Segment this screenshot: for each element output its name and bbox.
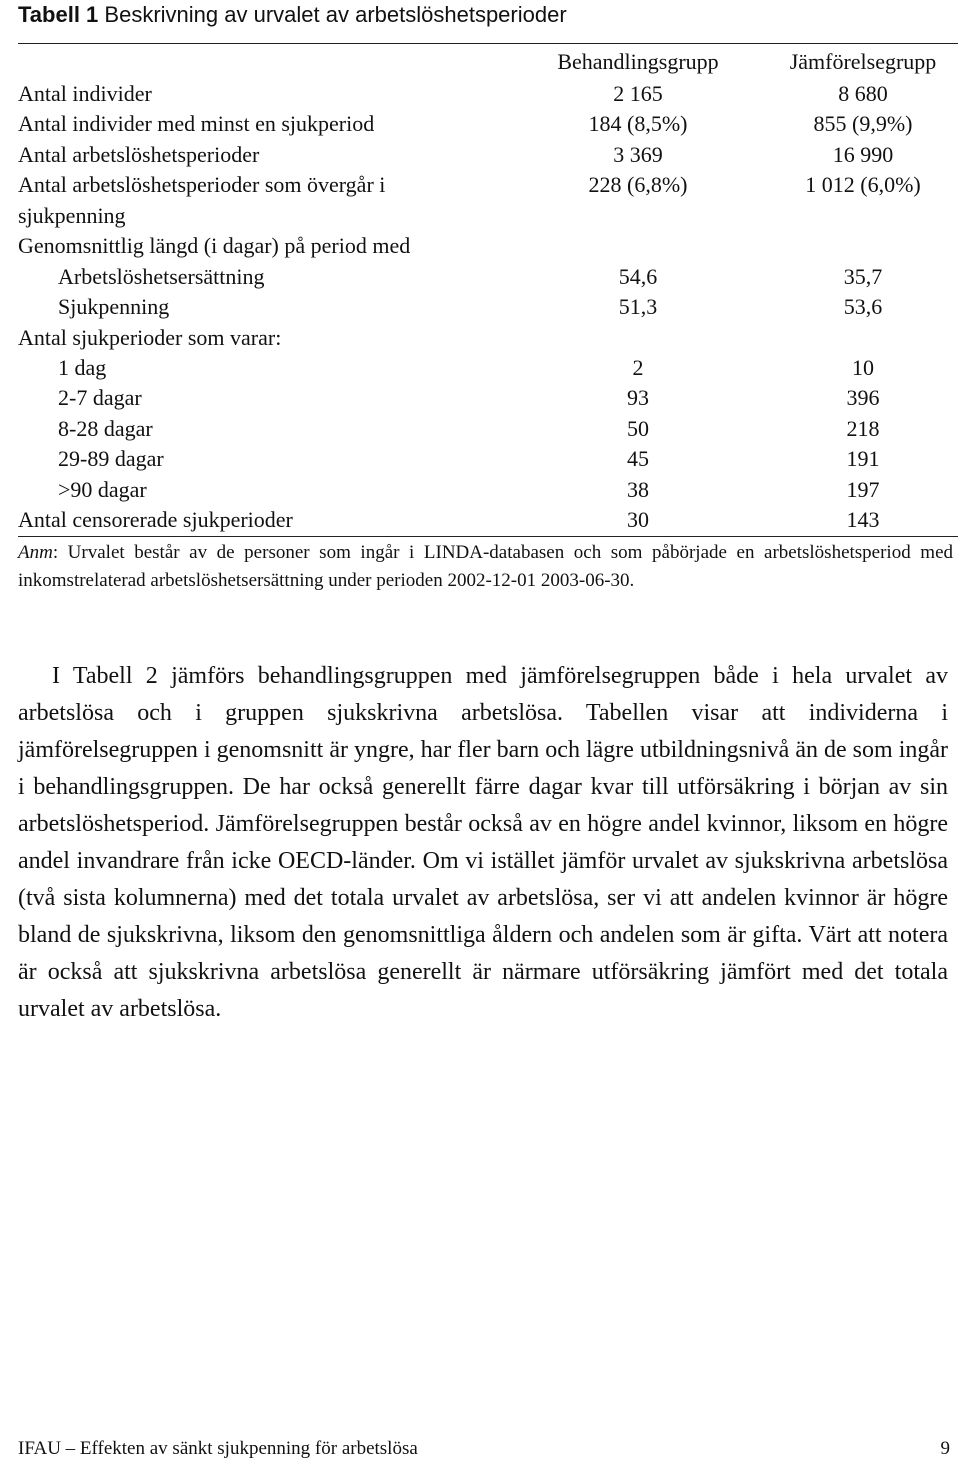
- cell-behandling: 184 (8,5%): [588, 111, 688, 136]
- table-bottom-rule: [18, 536, 958, 537]
- cell-jamforelse: 191: [846, 446, 880, 471]
- table-row: [18, 292, 958, 322]
- cell-behandling: 45: [627, 446, 649, 471]
- table-row: [18, 383, 958, 413]
- row-label: 2-7 dagar: [58, 385, 142, 410]
- cell-behandling: 228 (6,8%): [588, 172, 688, 197]
- cell-jamforelse: 16 990: [832, 142, 894, 167]
- table-row: [18, 140, 958, 170]
- row-label: >90 dagar: [58, 477, 147, 502]
- cell-jamforelse: 218: [846, 416, 880, 441]
- table-row: [18, 323, 958, 353]
- page-number: 9: [940, 1438, 950, 1459]
- row-label: 8-28 dagar: [58, 416, 153, 441]
- table-row: [18, 170, 958, 200]
- cell-behandling: 30: [627, 507, 649, 532]
- table-row: [18, 505, 958, 535]
- table-row: [18, 79, 958, 109]
- cell-jamforelse: 8 680: [838, 81, 888, 106]
- cell-behandling: 51,3: [618, 294, 658, 319]
- page-footer: [18, 1434, 950, 1464]
- row-label: Antal arbetslöshetsperioder som övergår i: [18, 172, 386, 197]
- cell-behandling: 2: [632, 355, 644, 380]
- row-label: 1 dag: [58, 355, 107, 380]
- cell-jamforelse: 35,7: [843, 264, 883, 289]
- cell-behandling: 3 369: [613, 142, 663, 167]
- cell-jamforelse: 396: [846, 385, 880, 410]
- row-label: Antal individer med minst en sjukperiod: [18, 111, 375, 136]
- cell-jamforelse: 143: [846, 507, 880, 532]
- table-row: [18, 475, 958, 505]
- cell-behandling: 2 165: [613, 81, 663, 106]
- body-text: [18, 658, 948, 1028]
- table-header-row: [18, 47, 958, 77]
- table-row: [18, 444, 958, 474]
- row-label: 29-89 dagar: [58, 446, 164, 471]
- body-paragraph: I Tabell 2 jämförs behandlingsgruppen med jämförelsegruppen både i hela urvalet av arbetslösa och i gruppen sjukskrivna arbetslösa. Tabellen visar att individerna i jämförelsegruppen i genomsnitt är yngre, har fler barn och lägre utbildningsnivå än de som ingår i behandlingsgruppen. De har också generellt färre dagar kvar till utförsäkring i början av sin arbetslöshetsperiod. Jämförelsegruppen består också av en högre andel kvinnor, liksom en högre andel invandrare från icke OECD-länder. Om vi istället jämför urvalet av sjukskrivna arbetslösa (två sista kolumnerna) med det totala urvalet av arbetslösa, ser vi att andelen kvinnor är högre bland de sjukskrivna, liksom den genomsnittliga åldern och andelen som är gifta. Värt att notera är också att sjukskrivna arbetslösa generellt är närmare utförsäkring jämfört med det totala urvalet av arbetslösa.: [18, 663, 948, 1022]
- note-text: : Urvalet består av de personer som ingår i LINDA-databasen och som påbörjade en arbetslöshetsperiod med inkomstrelaterad arbetslöshetsersättning under perioden 2002-12-01 2003-06-30.: [18, 542, 953, 591]
- table-title: Beskrivning av urvalet av arbetslöshetsperioder: [104, 2, 567, 27]
- cell-jamforelse: 1 012 (6,0%): [805, 172, 921, 197]
- row-label: Sjukpenning: [58, 294, 170, 319]
- column-header-behandlingsgrupp: Behandlingsgrupp: [557, 49, 719, 74]
- column-header-jamforelsegrupp: Jämförelsegrupp: [789, 49, 937, 74]
- table-caption: [18, 2, 948, 28]
- table-top-rule: [18, 43, 958, 44]
- cell-jamforelse: 53,6: [843, 294, 883, 319]
- cell-jamforelse: 197: [846, 477, 880, 502]
- row-label: Antal arbetslöshetsperioder: [18, 142, 260, 167]
- table-row: [18, 109, 958, 139]
- cell-behandling: 50: [627, 416, 649, 441]
- row-label: Antal individer: [18, 81, 152, 106]
- table-row: [18, 231, 958, 261]
- cell-behandling: 93: [627, 385, 649, 410]
- table-row: [18, 353, 958, 383]
- row-label: Genomsnittlig längd (i dagar) på period med: [18, 233, 411, 258]
- table-note: [18, 539, 953, 595]
- note-label: Anm: [18, 542, 53, 563]
- row-label: Antal sjukperioder som varar:: [18, 325, 282, 350]
- cell-jamforelse: 855 (9,9%): [813, 111, 913, 136]
- footer-title: IFAU – Effekten av sänkt sjukpenning för arbetslösa: [18, 1438, 418, 1459]
- cell-behandling: 54,6: [618, 264, 658, 289]
- table-number: Tabell 1: [18, 2, 99, 27]
- row-label: Arbetslöshetsersättning: [58, 264, 265, 289]
- table-row: [18, 414, 958, 444]
- cell-behandling: 38: [627, 477, 649, 502]
- table-row: [18, 262, 958, 292]
- cell-jamforelse: 10: [852, 355, 874, 380]
- table-row: [18, 201, 958, 231]
- row-label: sjukpenning: [18, 203, 126, 228]
- row-label: Antal censorerade sjukperioder: [18, 507, 293, 532]
